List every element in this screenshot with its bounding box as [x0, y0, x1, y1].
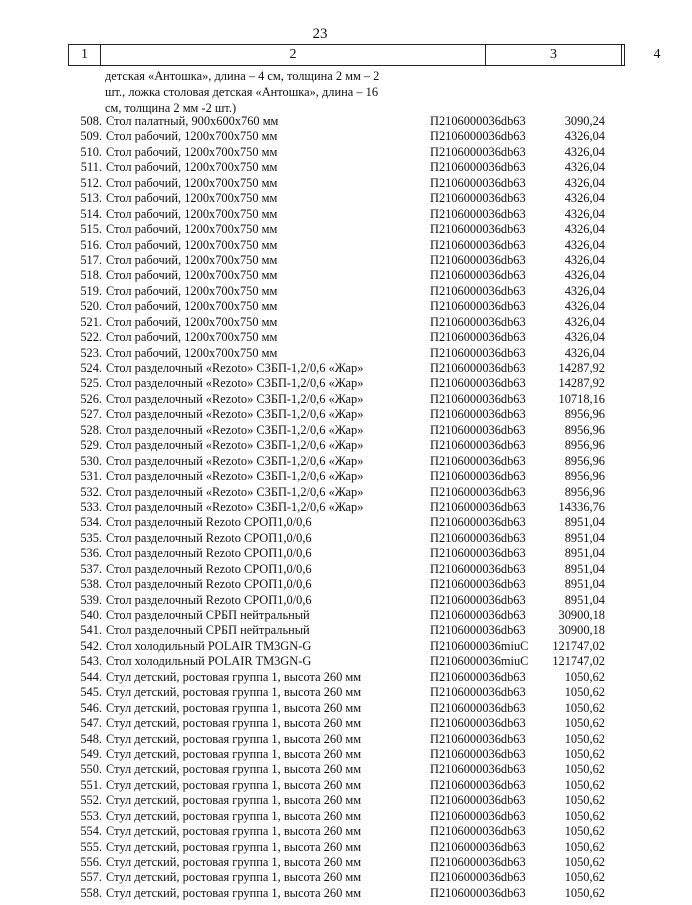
- item-description: Стол разделочный «Rezoto» СЗБП-1,2/0,6 «Жар»: [106, 499, 364, 514]
- table-header: [68, 44, 661, 66]
- item-price: 8956,96: [564, 484, 605, 499]
- row-number: 550.: [80, 762, 102, 777]
- table-row: [0, 392, 640, 407]
- table-row: [0, 346, 640, 361]
- table-row: [0, 284, 640, 299]
- item-description: Стул детский, ростовая группа 1, высота 260 мм: [106, 824, 362, 839]
- item-description: Стул детский, ростовая группа 1, высота 260 мм: [106, 762, 362, 777]
- row-number: 537.: [80, 561, 102, 576]
- item-price: 30900,18: [558, 623, 605, 638]
- row-number: 558.: [80, 885, 102, 900]
- item-description: Стол разделочный «Rezoto» СЗБП-1,2/0,6 «Жар»: [106, 453, 364, 468]
- item-description: Стол рабочий, 1200х700х750 мм: [106, 191, 278, 206]
- row-number: 531.: [80, 469, 102, 484]
- row-number: 509.: [80, 129, 102, 144]
- row-number: 555.: [80, 839, 102, 854]
- item-code: П2106000036db63: [430, 484, 526, 499]
- item-description: Стул детский, ростовая группа 1, высота 260 мм: [106, 685, 362, 700]
- item-description: Стул детский, ростовая группа 1, высота 260 мм: [106, 808, 362, 823]
- table-row: [0, 145, 640, 160]
- row-number: 528.: [80, 422, 102, 437]
- item-description: Стол разделочный «Rezoto» СЗБП-1,2/0,6 «Жар»: [106, 376, 364, 391]
- item-code: П2106000036miuC: [430, 654, 529, 669]
- row-number: 539.: [80, 592, 102, 607]
- item-description: Стол рабочий, 1200х700х750 мм: [106, 314, 278, 329]
- item-price: 8956,96: [564, 422, 605, 437]
- row-number: 508.: [80, 114, 102, 128]
- item-code: П2106000036db63: [430, 314, 526, 329]
- item-code: П2106000036db63: [430, 160, 526, 175]
- item-description: Стол разделочный «Rezoto» СЗБП-1,2/0,6 «Жар»: [106, 361, 364, 375]
- row-number: 525.: [80, 376, 102, 391]
- item-price: 4326,04: [564, 330, 605, 345]
- item-code: П2106000036db63: [430, 530, 526, 545]
- table-row: [0, 238, 640, 253]
- item-price: 4326,04: [564, 191, 605, 206]
- item-description: Стул детский, ростовая группа 1, высота 260 мм: [106, 746, 362, 761]
- item-code: П2106000036db63: [430, 592, 526, 607]
- row-number: 538.: [80, 577, 102, 592]
- row-number: 547.: [80, 716, 102, 731]
- row-number: 535.: [80, 530, 102, 545]
- row-number: 523.: [80, 345, 102, 360]
- item-code: П2106000036db63: [430, 577, 526, 592]
- table-row: [0, 330, 640, 345]
- item-code: П2106000036db63: [430, 469, 526, 484]
- table-row: [0, 114, 640, 129]
- row-number: 527.: [80, 407, 102, 422]
- item-description: Стол палатный, 900х600х760 мм: [106, 114, 279, 128]
- table-row: [0, 454, 640, 469]
- continued-line: шт., ложка столовая детская «Антошка», длина – 16: [105, 85, 379, 99]
- item-price: 4326,04: [564, 129, 605, 144]
- table-row: [0, 299, 640, 314]
- row-number: 519.: [80, 283, 102, 298]
- item-code: П2106000036db63: [430, 283, 526, 298]
- row-number: 532.: [80, 484, 102, 499]
- item-code: П2106000036db63: [430, 793, 526, 808]
- item-description: Стол рабочий, 1200х700х750 мм: [106, 299, 278, 314]
- row-number: 514.: [80, 206, 102, 221]
- item-description: Стул детский, ростовая группа 1, высота 260 мм: [106, 870, 362, 885]
- table-row: [0, 268, 640, 283]
- table-row: [0, 361, 640, 376]
- item-code: П2106000036db63: [430, 808, 526, 823]
- item-code: П2106000036db63: [430, 685, 526, 700]
- item-code: П2106000036db63: [430, 561, 526, 576]
- row-number: 543.: [80, 654, 102, 669]
- table-row: [0, 793, 640, 808]
- item-code: П2106000036db63: [430, 376, 526, 391]
- item-code: П2106000036miuC: [430, 638, 529, 653]
- row-number: 557.: [80, 870, 102, 885]
- item-code: П2106000036db63: [430, 499, 526, 514]
- item-code: П2106000036db63: [430, 191, 526, 206]
- table-row: [0, 824, 640, 839]
- item-code: П2106000036db63: [430, 129, 526, 144]
- item-code: П2106000036db63: [430, 391, 526, 406]
- table-row: [0, 191, 640, 206]
- item-code: П2106000036db63: [430, 361, 526, 375]
- table-row: [0, 515, 640, 530]
- continued-line: см, толщина 2 мм -2 шт.): [105, 101, 237, 115]
- table-row: [0, 685, 640, 700]
- table-row: [0, 716, 640, 731]
- row-number: 526.: [80, 391, 102, 406]
- item-price: 30900,18: [558, 608, 605, 622]
- item-code: П2106000036db63: [430, 515, 526, 530]
- item-description: Стол рабочий, 1200х700х750 мм: [106, 237, 278, 252]
- table-row: [0, 531, 640, 546]
- item-description: Стол разделочный СРБП нейтральный: [106, 623, 310, 638]
- item-price: 4326,04: [564, 283, 605, 298]
- item-description: Стол рабочий, 1200х700х750 мм: [106, 345, 278, 360]
- item-code: П2106000036db63: [430, 700, 526, 715]
- item-price: 4326,04: [564, 345, 605, 360]
- item-description: Стол разделочный Rezoto СРОП1,0/0,6: [106, 530, 312, 545]
- row-number: 524.: [80, 361, 102, 375]
- row-number: 546.: [80, 700, 102, 715]
- item-price: 4326,04: [564, 237, 605, 252]
- item-description: Стул детский, ростовая группа 1, высота 260 мм: [106, 669, 362, 684]
- table-row: [0, 732, 640, 747]
- item-price: 8956,96: [564, 453, 605, 468]
- item-price: 4326,04: [564, 252, 605, 267]
- item-code: П2106000036db63: [430, 839, 526, 854]
- item-code: П2106000036db63: [430, 114, 526, 128]
- table-row: [0, 485, 640, 500]
- item-price: 4326,04: [564, 175, 605, 190]
- row-number: 530.: [80, 453, 102, 468]
- table-row: [0, 870, 640, 885]
- item-price: 3090,24: [564, 114, 605, 128]
- item-code: П2106000036db63: [430, 762, 526, 777]
- table-row: [0, 577, 640, 592]
- table-row: [0, 469, 640, 484]
- item-code: П2106000036db63: [430, 206, 526, 221]
- row-number: 520.: [80, 299, 102, 314]
- item-description: Стол разделочный «Rezoto» СЗБП-1,2/0,6 «Жар»: [106, 391, 364, 406]
- item-price: 10718,16: [558, 391, 605, 406]
- row-number: 551.: [80, 777, 102, 792]
- item-price: 4326,04: [564, 268, 605, 283]
- item-description: Стол разделочный «Rezoto» СЗБП-1,2/0,6 «Жар»: [106, 469, 364, 484]
- item-code: П2106000036db63: [430, 855, 526, 869]
- header-col-2: 2: [101, 45, 486, 65]
- item-code: П2106000036db63: [430, 870, 526, 885]
- item-description: Стул детский, ростовая группа 1, высота 260 мм: [106, 839, 362, 854]
- item-price: 14336,76: [558, 499, 605, 514]
- item-price: 8951,04: [564, 592, 605, 607]
- item-description: Стол холодильный POLAIR TM3GN-G: [106, 654, 312, 669]
- item-code: П2106000036db63: [430, 299, 526, 314]
- row-number: 521.: [80, 314, 102, 329]
- item-price: 1050,62: [564, 855, 605, 869]
- header-col-4: 4: [653, 47, 661, 62]
- item-code: П2106000036db63: [430, 746, 526, 761]
- item-price: 1050,62: [564, 716, 605, 731]
- row-number: 517.: [80, 252, 102, 267]
- table-row: [0, 809, 640, 824]
- item-code: П2106000036db63: [430, 268, 526, 283]
- item-price: 121747,02: [552, 654, 605, 669]
- table-row: [0, 407, 640, 422]
- table-row: [0, 207, 640, 222]
- item-price: 8951,04: [564, 515, 605, 530]
- item-description: Стол разделочный Rezoto СРОП1,0/0,6: [106, 577, 312, 592]
- item-price: 8956,96: [564, 469, 605, 484]
- item-code: П2106000036db63: [430, 175, 526, 190]
- table-row: [0, 500, 640, 515]
- item-description: Стул детский, ростовая группа 1, высота 260 мм: [106, 855, 362, 869]
- item-price: 1050,62: [564, 808, 605, 823]
- item-price: 8956,96: [564, 407, 605, 422]
- item-price: 8951,04: [564, 546, 605, 561]
- item-description: Стул детский, ростовая группа 1, высота 260 мм: [106, 885, 362, 900]
- table-row: [0, 778, 640, 793]
- continued-description: [105, 68, 410, 116]
- table-row: [0, 129, 640, 144]
- row-number: 512.: [80, 175, 102, 190]
- item-code: П2106000036db63: [430, 453, 526, 468]
- item-price: 4326,04: [564, 144, 605, 159]
- item-description: Стол рабочий, 1200х700х750 мм: [106, 129, 278, 144]
- item-description: Стол разделочный Rezoto СРОП1,0/0,6: [106, 515, 312, 530]
- item-code: П2106000036db63: [430, 885, 526, 900]
- item-description: Стол рабочий, 1200х700х750 мм: [106, 283, 278, 298]
- item-description: Стул детский, ростовая группа 1, высота 260 мм: [106, 777, 362, 792]
- row-number: 529.: [80, 438, 102, 453]
- item-price: 4326,04: [564, 206, 605, 221]
- row-number: 513.: [80, 191, 102, 206]
- item-code: П2106000036db63: [430, 669, 526, 684]
- row-number: 548.: [80, 731, 102, 746]
- item-description: Стол рабочий, 1200х700х750 мм: [106, 222, 278, 237]
- item-code: П2106000036db63: [430, 608, 526, 622]
- row-number: 552.: [80, 793, 102, 808]
- page-number: 23: [312, 26, 328, 42]
- row-number: 536.: [80, 546, 102, 561]
- item-code: П2106000036db63: [430, 546, 526, 561]
- row-number: 554.: [80, 824, 102, 839]
- item-description: Стол рабочий, 1200х700х750 мм: [106, 160, 278, 175]
- table-row: [0, 608, 640, 623]
- table-row: [0, 546, 640, 561]
- item-code: П2106000036db63: [430, 824, 526, 839]
- table-row: [0, 840, 640, 855]
- table-row: [0, 639, 640, 654]
- table-row: [0, 562, 640, 577]
- table-row: [0, 315, 640, 330]
- item-description: Стол разделочный «Rezoto» СЗБП-1,2/0,6 «Жар»: [106, 407, 364, 422]
- item-description: Стол разделочный «Rezoto» СЗБП-1,2/0,6 «Жар»: [106, 422, 364, 437]
- row-number: 542.: [80, 638, 102, 653]
- item-description: Стул детский, ростовая группа 1, высота 260 мм: [106, 731, 362, 746]
- row-number: 518.: [80, 268, 102, 283]
- item-code: П2106000036db63: [430, 777, 526, 792]
- table-row: [0, 376, 640, 391]
- item-price: 8951,04: [564, 577, 605, 592]
- row-number: 541.: [80, 623, 102, 638]
- item-description: Стол рабочий, 1200х700х750 мм: [106, 252, 278, 267]
- item-code: П2106000036db63: [430, 407, 526, 422]
- item-code: П2106000036db63: [430, 252, 526, 267]
- item-price: 8951,04: [564, 530, 605, 545]
- row-number: 540.: [80, 608, 102, 622]
- item-price: 4326,04: [564, 222, 605, 237]
- table-row: [0, 654, 640, 669]
- item-price: 4326,04: [564, 314, 605, 329]
- item-code: П2106000036db63: [430, 237, 526, 252]
- item-price: 1050,62: [564, 870, 605, 885]
- item-code: П2106000036db63: [430, 144, 526, 159]
- item-price: 1050,62: [564, 685, 605, 700]
- table-row: [0, 886, 640, 901]
- item-price: 1050,62: [564, 839, 605, 854]
- row-number: 522.: [80, 330, 102, 345]
- item-description: Стул детский, ростовая группа 1, высота 260 мм: [106, 700, 362, 715]
- item-description: Стол рабочий, 1200х700х750 мм: [106, 144, 278, 159]
- row-number: 510.: [80, 144, 102, 159]
- item-description: Стол разделочный Rezoto СРОП1,0/0,6: [106, 546, 312, 561]
- table-row: [0, 423, 640, 438]
- item-code: П2106000036db63: [430, 623, 526, 638]
- row-number: 553.: [80, 808, 102, 823]
- item-description: Стол рабочий, 1200х700х750 мм: [106, 175, 278, 190]
- header-col-3: 3: [486, 45, 622, 65]
- item-code: П2106000036db63: [430, 345, 526, 360]
- row-number: 511.: [80, 160, 102, 175]
- item-price: 14287,92: [558, 376, 605, 391]
- item-description: Стол разделочный «Rezoto» СЗБП-1,2/0,6 «Жар»: [106, 438, 364, 453]
- item-description: Стол рабочий, 1200х700х750 мм: [106, 330, 278, 345]
- item-price: 1050,62: [564, 793, 605, 808]
- table-row: [0, 222, 640, 237]
- item-price: 4326,04: [564, 299, 605, 314]
- item-price: 1050,62: [564, 777, 605, 792]
- table-row: [0, 176, 640, 191]
- item-price: 1050,62: [564, 669, 605, 684]
- item-description: Стол рабочий, 1200х700х750 мм: [106, 268, 278, 283]
- item-code: П2106000036db63: [430, 330, 526, 345]
- continued-line: детская «Антошка», длина – 4 см, толщина 2 мм – 2: [105, 69, 380, 83]
- item-price: 1050,62: [564, 731, 605, 746]
- item-price: 1050,62: [564, 885, 605, 900]
- table-row: [0, 623, 640, 638]
- item-description: Стол разделочный Rezoto СРОП1,0/0,6: [106, 561, 312, 576]
- row-number: 545.: [80, 685, 102, 700]
- table-row: [0, 762, 640, 777]
- item-price: 1050,62: [564, 746, 605, 761]
- item-price: 1050,62: [564, 824, 605, 839]
- table-row: [0, 701, 640, 716]
- item-price: 121747,02: [552, 638, 605, 653]
- row-number: 516.: [80, 237, 102, 252]
- table-body: [0, 114, 640, 901]
- item-code: П2106000036db63: [430, 422, 526, 437]
- item-description: Стул детский, ростовая группа 1, высота 260 мм: [106, 793, 362, 808]
- item-description: Стол холодильный POLAIR TM3GN-G: [106, 638, 312, 653]
- header-col-1: 1: [69, 45, 101, 65]
- row-number: 534.: [80, 515, 102, 530]
- table-row: [0, 593, 640, 608]
- item-description: Стол разделочный Rezoto СРОП1,0/0,6: [106, 592, 312, 607]
- item-price: 1050,62: [564, 700, 605, 715]
- row-number: 544.: [80, 669, 102, 684]
- item-price: 1050,62: [564, 762, 605, 777]
- item-description: Стол разделочный СРБП нейтральный: [106, 608, 310, 622]
- item-price: 8956,96: [564, 438, 605, 453]
- row-number: 533.: [80, 499, 102, 514]
- item-price: 8951,04: [564, 561, 605, 576]
- row-number: 556.: [80, 855, 102, 869]
- item-code: П2106000036db63: [430, 731, 526, 746]
- table-row: [0, 438, 640, 453]
- table-row: [0, 253, 640, 268]
- table-row: [0, 160, 640, 175]
- row-number: 515.: [80, 222, 102, 237]
- table-row: [0, 855, 640, 870]
- item-description: Стул детский, ростовая группа 1, высота 260 мм: [106, 716, 362, 731]
- item-code: П2106000036db63: [430, 716, 526, 731]
- row-number: 549.: [80, 746, 102, 761]
- table-row: [0, 670, 640, 685]
- item-description: Стол рабочий, 1200х700х750 мм: [106, 206, 278, 221]
- item-price: 14287,92: [558, 361, 605, 375]
- item-code: П2106000036db63: [430, 438, 526, 453]
- item-price: 4326,04: [564, 160, 605, 175]
- table-row: [0, 747, 640, 762]
- item-description: Стол разделочный «Rezoto» СЗБП-1,2/0,6 «Жар»: [106, 484, 364, 499]
- item-code: П2106000036db63: [430, 222, 526, 237]
